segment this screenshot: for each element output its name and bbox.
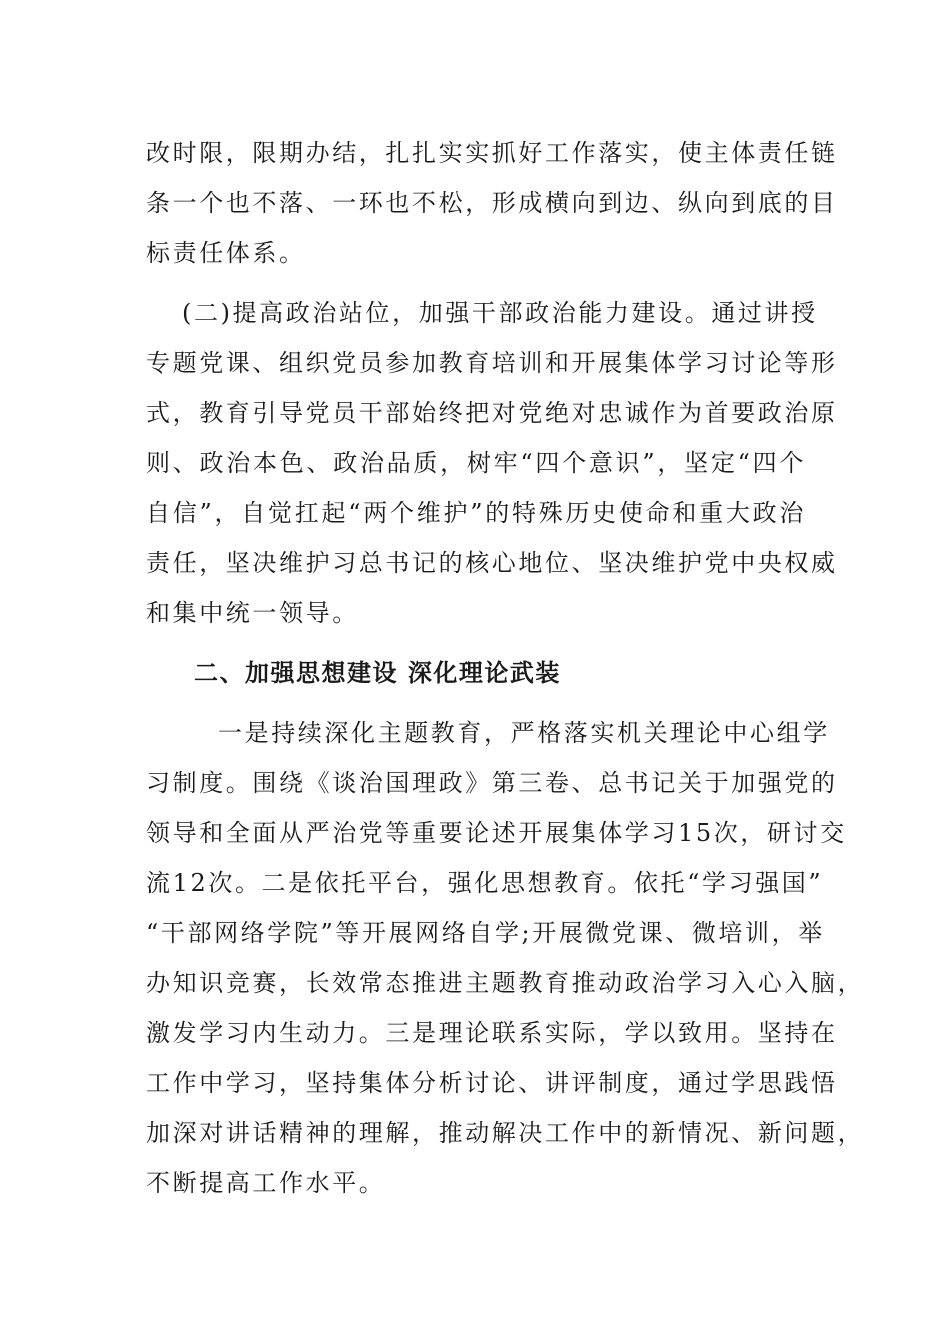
paragraph-line: 激发学习内生动力。三是理论联系实际，学以致用。坚持在 [146,1019,838,1047]
paragraph-line: 习制度。围绕《谈治国理政》第三卷、总书记关于加强党的 [146,769,838,797]
paragraph-line: 和集中统一领导。 [146,599,359,627]
paragraph-line: 领导和全面从严治党等重要论述开展集体学习15次，研讨交 [146,819,847,847]
paragraph-line: 工作中学习，坚持集体分析讨论、讲评制度，通过学思践悟 [146,1069,838,1097]
paragraph-line: 改时限，限期办结，扎扎实实抓好工作落实，使主体责任链 [146,139,838,167]
paragraph-line: “干部网络学院”等开展网络自学;开展微党课、微培训，举 [146,919,825,947]
paragraph-line: (二)提高政治站位，加强干部政治能力建设。通过讲授 [182,299,818,327]
paragraph-line: 不断提高工作水平。 [146,1169,386,1197]
paragraph-line: 办知识竞赛，长效常态推进主题教育推动政治学习入心入脑， [146,969,865,997]
paragraph-line: 加深对讲话精神的理解，推动解决工作中的新情况、新问题， [146,1119,865,1147]
paragraph-line: 责任，坚决维护习总书记的核心地位、坚决维护党中央权威 [146,549,838,577]
paragraph-line: 流12次。二是依托平台，强化思想教育。依托“学习强国” [146,869,824,897]
paragraph-line: 条一个也不落、一环也不松，形成横向到边、纵向到底的目 [146,189,838,217]
paragraph-line: 一是持续深化主题教育，严格落实机关理论中心组学 [218,719,830,747]
paragraph-line: 式，教育引导党员干部始终把对党绝对忠诚作为首要政治原 [146,399,838,427]
paragraph-line: 专题党课、组织党员参加教育培训和开展集体学习讨论等形 [146,349,838,377]
paragraph-line: 则、政治本色、政治品质，树牢“四个意识”，坚定“四个 [146,449,806,477]
paragraph-line: 标责任体系。 [146,239,306,267]
section-heading: 二、加强思想建设 深化理论武装 [194,659,561,687]
paragraph-line: 自信”，自觉扛起“两个维护”的特殊历史使命和重大政治 [146,499,806,527]
